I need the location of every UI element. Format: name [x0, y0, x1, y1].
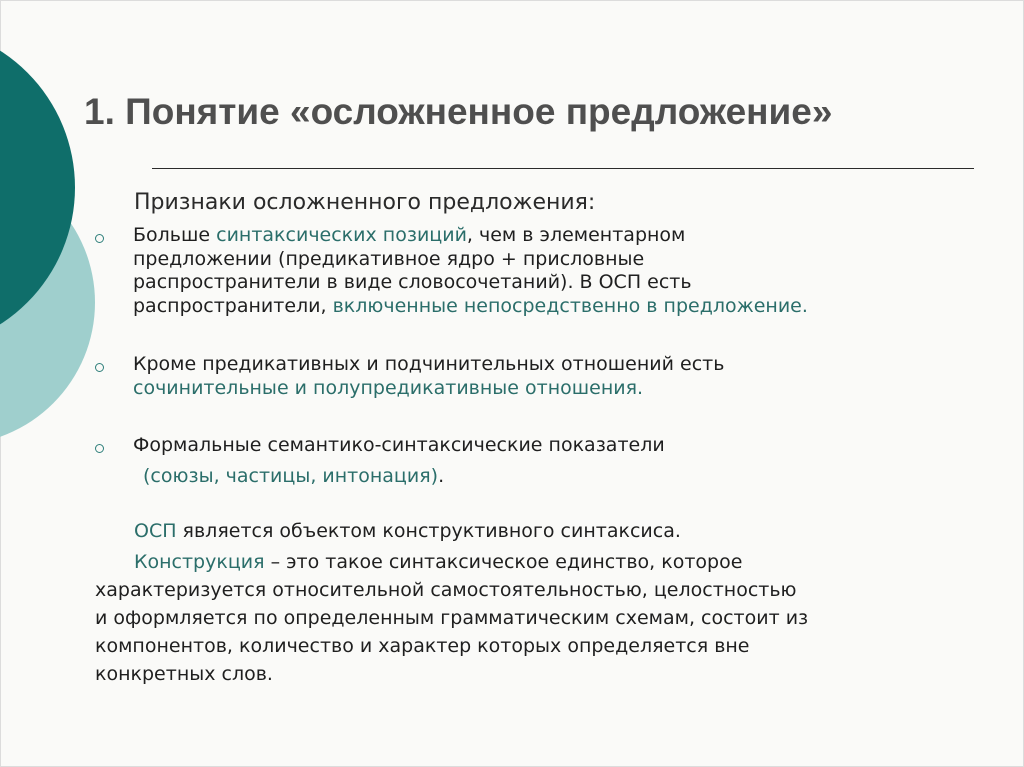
paragraph-line: характеризуется относительной самостоятельностью, целостностью [95, 579, 797, 601]
bullet-ring-icon [95, 234, 104, 243]
paragraph-osp [134, 517, 681, 545]
slide-subtitle: Признаки осложненного предложения: [134, 190, 596, 215]
paragraph-line [95, 548, 808, 576]
bullet-line [133, 295, 995, 319]
bullet-ring-icon [95, 444, 104, 453]
text-segment: , чем в элементарном [466, 224, 686, 246]
slide-title: 1. Понятие «осложненное предложение» [84, 91, 833, 132]
highlight-segment: включенные непосредственно в предложение. [332, 294, 808, 317]
text-segment: распространители, [133, 294, 333, 317]
text-segment: является объектом конструктивного синтаксиса. [176, 520, 681, 542]
highlight-segment: Конструкция [134, 551, 265, 573]
bullet-item-2 [95, 353, 724, 400]
text-segment: – это такое синтаксическое единство, которое [264, 551, 743, 573]
bullet-line [133, 224, 995, 248]
highlight-segment: синтаксических позиций [216, 224, 467, 246]
bullet-ring-icon [95, 363, 104, 372]
bullet-list [95, 224, 995, 487]
bullet-line: сочинительные и полупредикативные отношения. [133, 376, 644, 399]
paragraph-line: конкретных слов. [95, 663, 273, 685]
title-divider [152, 168, 974, 169]
highlight-segment: ОСП [134, 520, 177, 542]
bullet-line: предложении (предикативное ядро + присловные [133, 247, 645, 270]
bullet-line: распространители в виде словосочетаний). В ОСП есть [133, 271, 692, 293]
paragraph-line: и оформляется по определенным грамматическим схемам, состоит из [95, 607, 809, 629]
bullet-item-3 [95, 434, 665, 488]
bullet-line [133, 458, 665, 489]
paragraph-line: компонентов, количество и характер которых определяется вне [95, 635, 750, 657]
bullet-line: Кроме предикативных и подчинительных отношений есть [133, 353, 725, 375]
highlight-segment: (союзы, частицы, интонация) [143, 464, 439, 487]
paragraph-construction [95, 548, 808, 688]
text-segment: Больше [133, 224, 217, 246]
bullet-item-1 [95, 224, 995, 318]
text-segment: . [438, 464, 445, 487]
bullet-line: Формальные семантико-синтаксические показатели [133, 434, 665, 456]
